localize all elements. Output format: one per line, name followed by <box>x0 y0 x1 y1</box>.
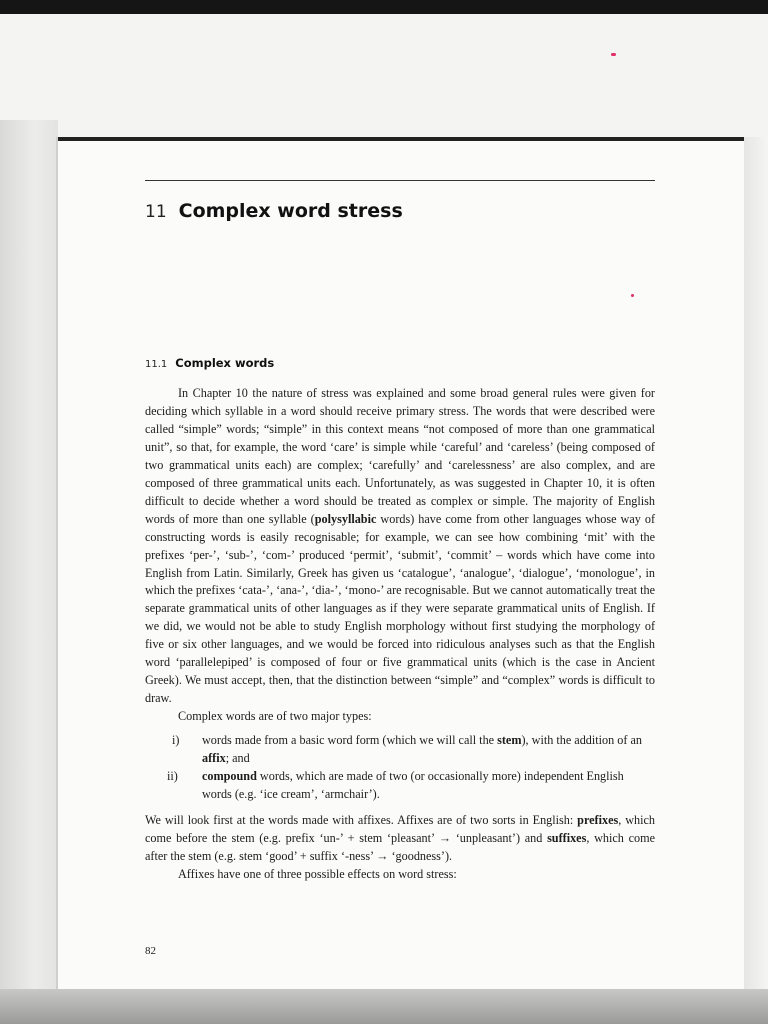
bold-term: prefixes <box>577 812 619 827</box>
paragraph-3 <box>145 812 655 866</box>
chapter-heading <box>145 200 655 222</box>
section-title: Complex words <box>175 356 275 370</box>
list-item <box>145 732 655 768</box>
header-rule <box>145 180 655 181</box>
page-number: 82 <box>145 945 156 957</box>
paragraph-4: Affixes have one of three possible effects on word stress: <box>178 866 457 881</box>
text-run: words made from a basic word form (which we will call the <box>202 733 498 748</box>
text-run: , which come after the stem (e.g. stem ‘good’ + suffix ‘-ness’ → ‘goodness’). <box>145 830 655 863</box>
section-heading <box>145 352 655 371</box>
list-item-text <box>202 769 624 801</box>
bold-term: polysyllabic <box>314 511 377 526</box>
page-right-edge <box>744 137 768 989</box>
bold-term: compound <box>202 769 257 784</box>
book-spine-shadow <box>0 120 58 1004</box>
text-run: ; and <box>225 751 250 766</box>
page-content <box>145 180 655 884</box>
paragraph-1 <box>145 385 655 708</box>
bold-term: affix <box>202 751 226 766</box>
scan-speck <box>611 53 616 56</box>
list-marker: i) <box>172 733 180 748</box>
bold-term: suffixes <box>547 830 587 845</box>
bold-term: stem <box>497 733 522 748</box>
paragraph-2: Complex words are of two major types: <box>178 709 372 724</box>
text-run: We will look first at the words made with affixes. Affixes are of two sorts in English: <box>145 812 578 827</box>
text-run: ), with the addition of an <box>521 733 642 748</box>
text-run: In Chapter 10 the nature of stress was explained and some broad general rules were given for deciding which syllable in a word should receive primary stress. The words that were described were called “simple” words; “simple” in this context means “not composed of more than one grammatical unit”, so that, for example, the word ‘care’ is simple while ‘careful’ and ‘careless’ (being composed of two grammatical units each) are complex; ‘carefully’ and ‘carelessness’ are also complex, and are composed of three grammatical units each. Unfortunately, as was suggested in Chapter 10, it is often difficult to decide whether a word should be treated as complex or simple. The majority of English words of more than one syllable ( <box>145 386 655 526</box>
scanner-bottom-shadow <box>0 989 768 1024</box>
list-marker: ii) <box>167 769 178 784</box>
text-run: words) have come from other languages whose way of constructing words is easily recognisable; for example, we can see how combining ‘mit’ with the prefixes ‘per-’, ‘sub-’, ‘com-’ produced ‘permit’, ‘submit’, ‘commit’ – words which have come into English from Latin. Similarly, Greek has given us ‘catalogue’, ‘analogue’, ‘dialogue’, ‘monologue’, in which the prefixes ‘cata-’, ‘ana-’, ‘dia-’, ‘mono-’ are recognisable. But we cannot automatically treat the separate grammatical units of other languages as if they were separate grammatical units of English. If we did, we would not be able to study English morphology without first studying the morphology of five or six other languages, and we would be forced into ridiculous analyses such as that the English word ‘parallelepiped’ is composed of four or five grammatical units (which is the case in Ancient Greek). We must accept, then, that the distinction between “simple” and “complex” words is difficult to draw. <box>145 511 656 706</box>
section-number: 11.1 <box>145 359 168 370</box>
complex-word-types-list <box>145 732 655 804</box>
chapter-title: Complex word stress <box>178 200 403 222</box>
list-item <box>145 768 655 804</box>
text-run: , which come before the stem (e.g. prefix ‘un-’ + stem ‘pleasant’ → ‘unpleasant’) and <box>145 812 655 845</box>
text-run: words, which are made of two (or occasionally more) independent English words (e.g. ‘ice cream’, ‘armchair’). <box>202 769 624 801</box>
list-item-text <box>202 733 642 765</box>
chapter-number: 11 <box>145 202 167 222</box>
